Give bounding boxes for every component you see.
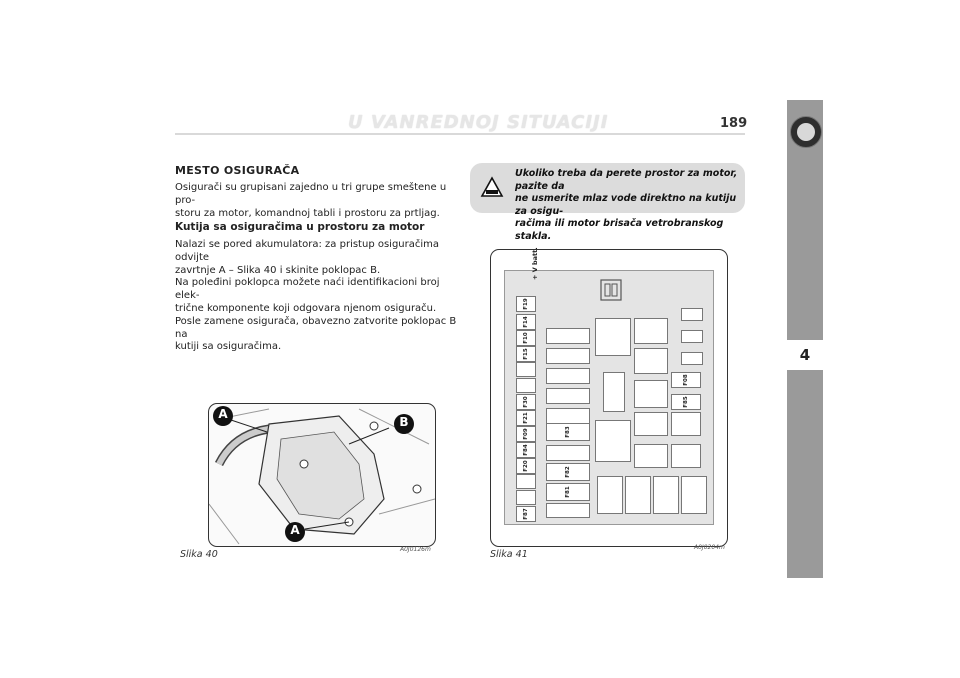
relay-slot (634, 444, 668, 468)
body-line: Na poleđini poklopca možete naći identifikacioni broj elek- (175, 277, 440, 302)
intro-line: Osigurači su grupisani zajedno u tri grupe smeštene u pro- (175, 182, 447, 206)
fuse-slot-empty (681, 308, 703, 321)
body-line: kutiji sa osiguračima. (175, 341, 282, 353)
relay-slot (634, 380, 668, 408)
fuse-f21: F21 (516, 410, 536, 426)
relay-slot (634, 348, 668, 374)
relay-connector-icon (599, 278, 623, 302)
figure-41-caption: Slika 41 (490, 549, 528, 560)
warning-line: Ukoliko treba da perete prostor za motor, pazite da (515, 168, 738, 192)
relay-slot (634, 412, 668, 436)
fuse-f87: F87 (516, 506, 536, 522)
relay-slot (671, 444, 701, 468)
intro-line: storu za motor, komandnoj tabli i prostoru za prtljag. (175, 207, 440, 219)
fuse-f14: F14 (516, 314, 536, 330)
fuse-f82: F82 (546, 463, 590, 481)
fuse-f19: F19 (516, 296, 536, 312)
vbatt-label: + V batt. (531, 247, 539, 280)
maxi-fuse-slot (546, 328, 590, 344)
maxi-fuse-slot (546, 348, 590, 364)
page-number: 189 (720, 116, 748, 131)
fuse-f84: F84 (516, 442, 536, 458)
figure-40-caption: Slika 40 (180, 549, 218, 560)
chapter-sidebar (787, 100, 823, 578)
relay-slot (681, 476, 707, 514)
maxi-fuse-slot (546, 388, 590, 404)
warning-triangle-icon (480, 176, 504, 198)
fuse-slot-empty (516, 362, 536, 377)
maxi-fuse-slot (546, 368, 590, 384)
warning-line: račima ili motor brisača vetrobranskog stakla. (515, 218, 724, 242)
fuse-slot-empty (516, 378, 536, 393)
body-paragraph (175, 239, 460, 354)
relay-slot (653, 476, 679, 514)
alfa-romeo-logo-icon (790, 116, 822, 148)
warning-text (515, 168, 740, 243)
fuse-slot-empty (681, 330, 703, 343)
warning-box (470, 163, 745, 242)
figure-40-code: A0J0126m (400, 546, 431, 553)
body-line: trične komponente koji odgovara njenom osiguraču. (175, 302, 437, 314)
relay-slot (603, 372, 625, 412)
subsection-title: Kutija sa osiguračima u prostoru za motor (175, 221, 425, 233)
body-line: zavrtnje A – Slika 40 i skinite poklopac B. (175, 264, 381, 276)
relay-slot (595, 420, 631, 462)
fuse-f85: F85 (671, 394, 701, 410)
fuse-slot-empty (516, 474, 536, 489)
fuse-f10: F10 (516, 330, 536, 346)
fuse-slot-empty (516, 490, 536, 505)
callout-a-top-label: A (218, 407, 228, 421)
maxi-fuse-slot (546, 503, 590, 518)
chapter-number: 4 (799, 346, 811, 364)
fuse-f15: F15 (516, 346, 536, 362)
relay-slot (597, 476, 623, 514)
callout-b-label: B (399, 415, 409, 429)
running-header-title: U VANREDNOJ SITUACIJI (348, 112, 609, 133)
figure-40-illustration (208, 403, 436, 547)
chapter-tab[interactable] (787, 340, 823, 370)
header-rule (175, 133, 745, 135)
section-title: MESTO OSIGURAČA (175, 164, 300, 177)
relay-slot (634, 318, 668, 344)
fuse-f30: F30 (516, 394, 536, 410)
fuse-f20: F20 (516, 458, 536, 474)
fuse-f09: F09 (516, 426, 536, 442)
intro-paragraph (175, 182, 460, 220)
callout-a-bottom-label: A (290, 523, 300, 537)
figure-41-code: A0J0204m (694, 544, 725, 551)
warning-line: ne usmerite mlaz vode direktno na kutiju za osigu- (515, 193, 737, 217)
fuse-f83: F83 (546, 423, 590, 441)
figure-41-diagram (490, 249, 728, 547)
relay-slot (595, 318, 631, 356)
fuse-slot-empty (681, 352, 703, 365)
fuse-f08: F08 (671, 372, 701, 388)
relay-slot (625, 476, 651, 514)
body-line: Posle zamene osigurača, obavezno zatvorite poklopac B na (175, 315, 457, 340)
fuse-f81: F81 (546, 483, 590, 501)
body-line: Nalazi se pored akumulatora: za pristup osiguračima odvijte (175, 239, 440, 263)
